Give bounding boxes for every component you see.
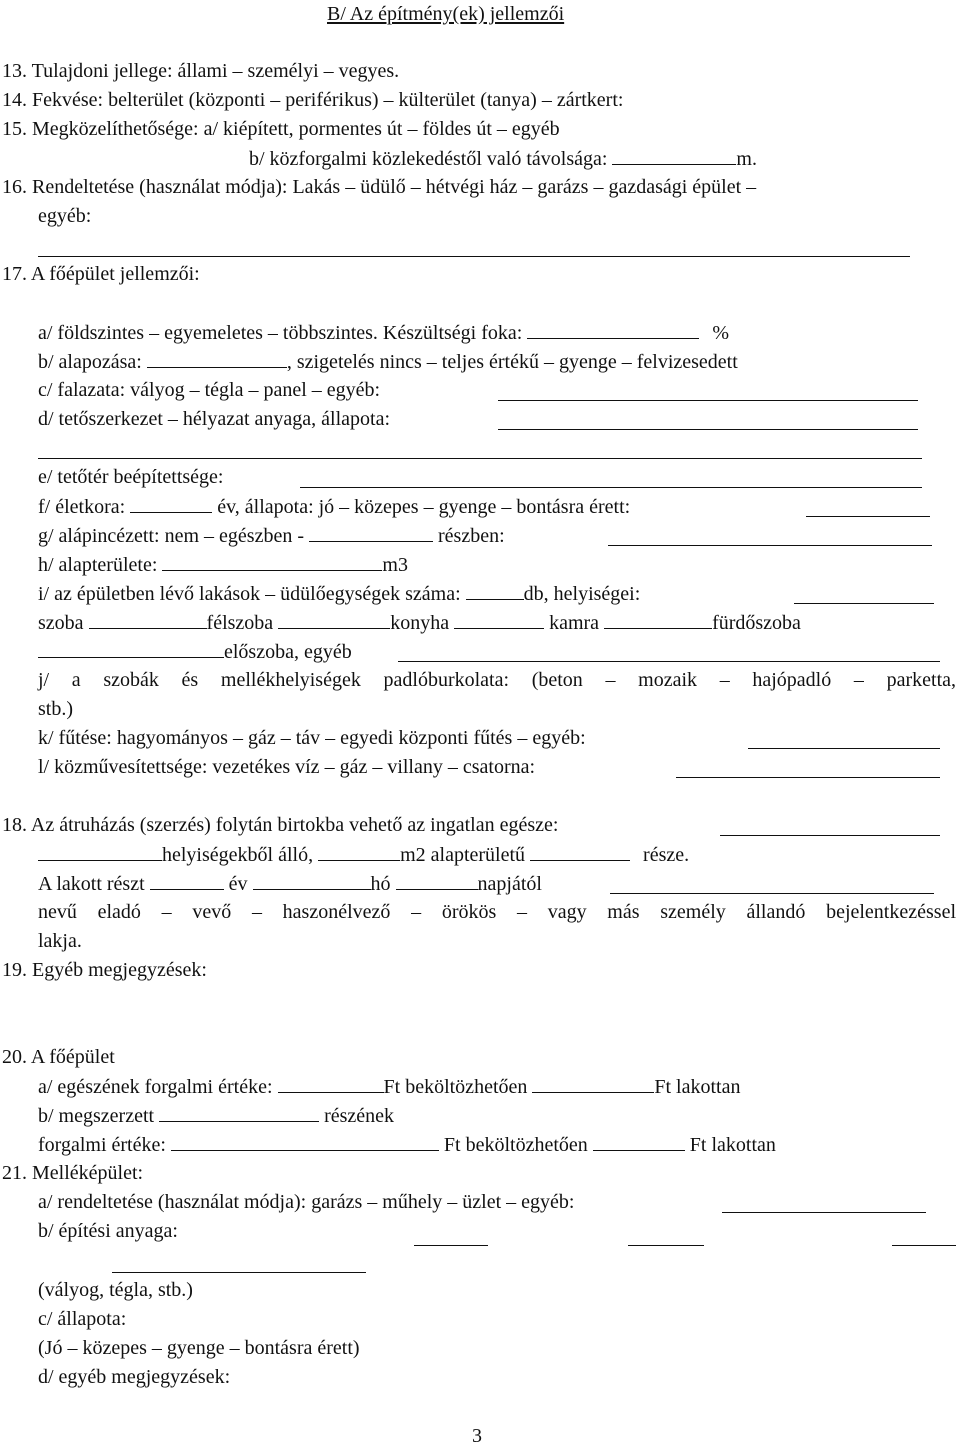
item-20: 20. A főépület bbox=[2, 1046, 115, 1068]
rooms-count-label: helyiségekből álló, bbox=[162, 844, 314, 866]
value-vacant-field[interactable] bbox=[278, 1074, 384, 1093]
year-field[interactable] bbox=[150, 871, 224, 890]
month-label: hó bbox=[370, 873, 391, 895]
basement-full-field[interactable] bbox=[309, 523, 433, 542]
item-16-other-field[interactable] bbox=[38, 256, 910, 257]
transfer-area-field[interactable] bbox=[318, 842, 400, 861]
room-felszoba-label: félszoba bbox=[206, 612, 274, 634]
item-17k bbox=[38, 726, 586, 750]
item-18c bbox=[38, 871, 542, 896]
item-21d: d/ egyéb megjegyzések: bbox=[38, 1366, 231, 1388]
insulation-options: , szigetelés nincs – teljes értékű – gyenge – felvizesedett bbox=[286, 351, 738, 373]
heating-field[interactable] bbox=[748, 748, 940, 749]
room-kamra-label: kamra bbox=[549, 612, 600, 634]
item-13: 13. Tulajdoni jellege: állami – személyi – vegyes. bbox=[2, 60, 400, 82]
value-occupied-field[interactable] bbox=[532, 1074, 654, 1093]
wall-label: c/ falazata: vályog – tégla – panel – egyéb: bbox=[38, 379, 381, 401]
share-value-occupied-field[interactable] bbox=[593, 1132, 685, 1151]
wall-other-field[interactable] bbox=[498, 400, 918, 401]
item-16: 16. Rendeltetése (használat módja): Lakás – üdülő – hétvégi ház – garázs – gazdasági épület – bbox=[2, 176, 757, 198]
room-szoba-label: szoba bbox=[38, 612, 84, 634]
item-18 bbox=[2, 813, 558, 837]
item-21a bbox=[38, 1190, 574, 1214]
acquired-share-field[interactable] bbox=[159, 1103, 319, 1122]
item-17: 17. A főépület jellemzői: bbox=[2, 263, 200, 285]
area-unit: m3 bbox=[382, 554, 408, 576]
attic-label: e/ tetőtér beépítettsége: bbox=[38, 466, 224, 488]
item-17b bbox=[38, 349, 738, 374]
day-label: napjától bbox=[477, 873, 542, 895]
item-17j: j/ a szobák és mellékhelyiségek padlóburkolata: (beton – mozaik – hajópadló – parketta, bbox=[38, 669, 956, 691]
item-14: 14. Fekvése: belterület (központi – periférikus) – külterület (tanya) – zártkert: bbox=[2, 89, 624, 111]
room-eloszoba-field[interactable] bbox=[38, 639, 224, 658]
item-17l bbox=[38, 755, 535, 779]
distance-unit: m. bbox=[736, 148, 757, 170]
foundation-field[interactable] bbox=[147, 349, 287, 368]
material-field-2[interactable] bbox=[628, 1245, 704, 1246]
share-part-label: részének bbox=[324, 1105, 395, 1127]
item-21c: c/ állapota: bbox=[38, 1308, 127, 1330]
item-20c bbox=[38, 1132, 776, 1157]
foundation-label: b/ alapozása: bbox=[38, 351, 142, 373]
rooms-count-field[interactable] bbox=[38, 842, 162, 861]
vacant-label-2: Ft beköltözhetően bbox=[443, 1134, 588, 1156]
item-17e bbox=[38, 465, 223, 489]
units-field[interactable] bbox=[466, 581, 524, 600]
item-17i bbox=[38, 581, 640, 606]
rooms-field[interactable] bbox=[794, 603, 934, 604]
item-17a bbox=[38, 320, 729, 345]
completion-field[interactable] bbox=[527, 320, 699, 339]
year-label: év bbox=[228, 873, 248, 895]
roof-field[interactable] bbox=[498, 429, 918, 430]
material-field-4[interactable] bbox=[112, 1272, 366, 1273]
page-number: 3 bbox=[472, 1425, 482, 1447]
item-18e: lakja. bbox=[38, 930, 82, 952]
vacant-label: Ft beköltözhetően bbox=[383, 1076, 528, 1098]
item-17g bbox=[38, 523, 505, 548]
age-label: f/ életkora: bbox=[38, 496, 126, 518]
roof-field-2[interactable] bbox=[38, 458, 922, 459]
room-felszoba-field[interactable] bbox=[278, 610, 390, 629]
item-17j-cont: stb.) bbox=[38, 698, 73, 720]
item-17h bbox=[38, 552, 408, 577]
outbuilding-use-field[interactable] bbox=[722, 1212, 926, 1213]
room-szoba-field[interactable] bbox=[89, 610, 207, 629]
room-kamra-field[interactable] bbox=[604, 610, 712, 629]
occupied-label: A lakott részt bbox=[38, 873, 145, 895]
room-eloszoba-label: előszoba, egyéb bbox=[224, 641, 352, 663]
item-16-other: egyéb: bbox=[38, 205, 92, 227]
units-label: i/ az épületben lévő lakások – üdülőegységek száma: bbox=[38, 583, 461, 605]
item-20b bbox=[38, 1103, 394, 1128]
occupied-value-label-2: Ft lakottan bbox=[689, 1134, 776, 1156]
outbuilding-use-label: a/ rendeltetése (használat módja): garázs – műhely – üzlet – egyéb: bbox=[38, 1191, 575, 1213]
item-19: 19. Egyéb megjegyzések: bbox=[2, 959, 207, 981]
age-field[interactable] bbox=[130, 494, 212, 513]
room-konyha-field[interactable] bbox=[454, 610, 544, 629]
item-18d: nevű eladó – vevő – haszonélvező – örökös – vagy más személy állandó bejelentkezéssel bbox=[38, 901, 956, 923]
month-field[interactable] bbox=[253, 871, 371, 890]
transfer-field[interactable] bbox=[720, 835, 940, 836]
room-konyha-label: konyha bbox=[390, 612, 450, 634]
item-21: 21. Melléképület: bbox=[2, 1162, 144, 1184]
day-field[interactable] bbox=[396, 871, 478, 890]
share-field[interactable] bbox=[530, 842, 630, 861]
basement-label: g/ alápincézett: nem – egészben - bbox=[38, 525, 304, 547]
occupied-value-label: Ft lakottan bbox=[654, 1076, 741, 1098]
utilities-field[interactable] bbox=[676, 777, 940, 778]
rooms-label: db, helyiségei: bbox=[523, 583, 641, 605]
transfer-label: 18. Az átruházás (szerzés) folytán birtokba vehető az ingatlan egésze: bbox=[2, 814, 559, 836]
item-21b-note: (vályog, tégla, stb.) bbox=[38, 1279, 193, 1301]
item-15-distance bbox=[249, 146, 757, 171]
item-17f bbox=[38, 494, 630, 519]
item-21c-note: (Jó – közepes – gyenge – bontásra érett) bbox=[38, 1337, 360, 1359]
room-furdoszoba-label: fürdőszoba bbox=[712, 612, 801, 634]
market-value-label-2: forgalmi értéke: bbox=[38, 1134, 166, 1156]
distance-field[interactable] bbox=[612, 146, 736, 165]
distance-label: b/ közforgalmi közlekedéstől való távolsága: bbox=[249, 148, 608, 170]
condition-options: év, állapota: jó – közepes – gyenge – bontásra érett: bbox=[217, 496, 631, 518]
acquired-label: b/ megszerzett bbox=[38, 1105, 155, 1127]
market-value-label: a/ egészének forgalmi értéke: bbox=[38, 1076, 273, 1098]
item-15: 15. Megközelíthetősége: a/ kiépített, pormentes út – földes út – egyéb bbox=[2, 118, 560, 140]
heating-label: k/ fűtése: hagyományos – gáz – táv – egyedi központi fűtés – egyéb: bbox=[38, 727, 586, 749]
material-field-1[interactable] bbox=[414, 1245, 488, 1246]
section-title: B/ Az építmény(ek) jellemzői bbox=[327, 3, 565, 25]
area-label: h/ alapterülete: bbox=[38, 554, 158, 576]
utilities-label: l/ közművesítettsége: vezetékes víz – gáz – villany – csatorna: bbox=[38, 756, 536, 778]
transfer-area-label: m2 alapterületű bbox=[400, 844, 526, 866]
percent-sign: % bbox=[712, 322, 729, 344]
item-18b bbox=[38, 842, 689, 867]
share-label: része. bbox=[643, 844, 690, 866]
item-21b: b/ építési anyaga: bbox=[38, 1220, 178, 1242]
area-field[interactable] bbox=[162, 552, 382, 571]
share-value-vacant-field[interactable] bbox=[171, 1132, 439, 1151]
rooms-row bbox=[38, 610, 801, 635]
room-other-field[interactable] bbox=[398, 661, 940, 662]
rooms-row-2 bbox=[38, 639, 352, 664]
basement-partial-field[interactable] bbox=[608, 545, 932, 546]
attic-field[interactable] bbox=[300, 487, 922, 488]
item-20a bbox=[38, 1074, 740, 1099]
roof-label: d/ tetőszerkezet – hélyazat anyaga, állapota: bbox=[38, 408, 391, 430]
floors-label: a/ földszintes – egyemeletes – többszintes. Készültségi foka: bbox=[38, 322, 523, 344]
item-17d bbox=[38, 407, 390, 431]
condition-field[interactable] bbox=[806, 516, 930, 517]
occupant-name-field[interactable] bbox=[610, 893, 934, 894]
material-field-3[interactable] bbox=[892, 1245, 956, 1246]
basement-partial-label: részben: bbox=[438, 525, 505, 547]
item-17c bbox=[38, 378, 380, 402]
